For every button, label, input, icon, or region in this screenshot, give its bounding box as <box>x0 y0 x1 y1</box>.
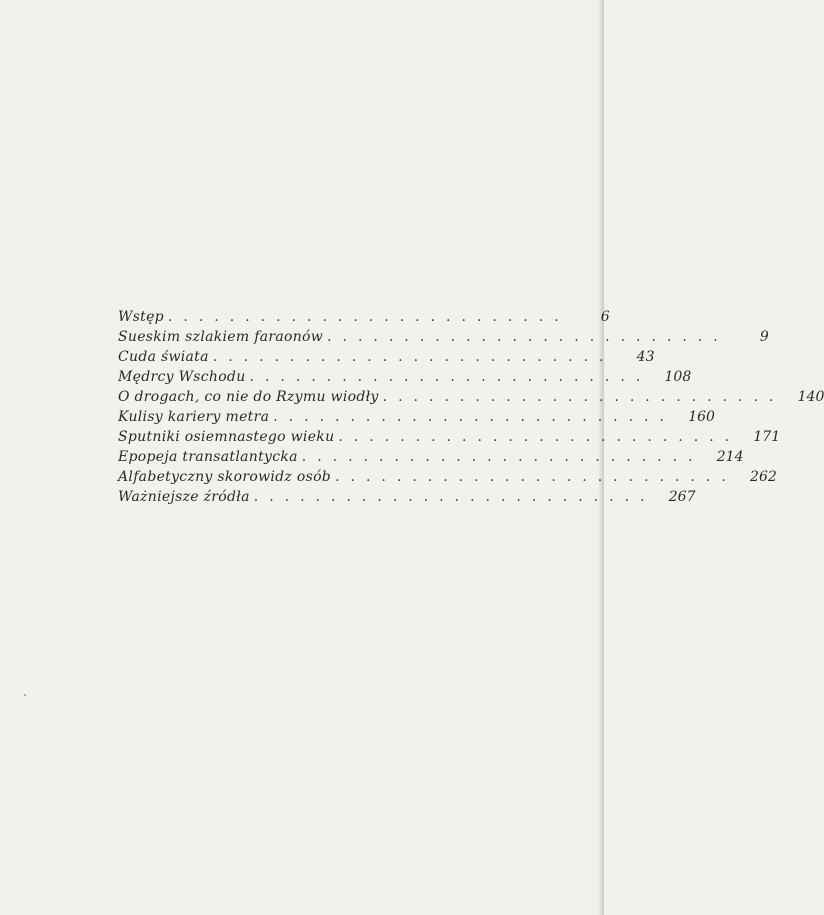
toc-entry-page: 9 <box>759 329 769 345</box>
dot-leader: .......................... <box>249 369 652 385</box>
paper-speck <box>24 694 26 696</box>
toc-entry <box>118 409 715 429</box>
toc-entry <box>118 449 744 469</box>
toc-entry-title: Sputniki osiemnastego wieku <box>118 429 335 445</box>
toc-entry-page: 140 <box>797 389 824 405</box>
toc-entry-page: 171 <box>753 429 781 445</box>
toc-entry <box>118 309 610 329</box>
toc-entry-page: 160 <box>688 409 715 425</box>
toc-entry <box>118 489 696 509</box>
dot-leader: .......................... <box>301 449 704 465</box>
toc-entry-page: 6 <box>600 309 610 325</box>
toc-entry <box>118 369 692 389</box>
dot-leader: .......................... <box>335 469 737 485</box>
toc-entry <box>118 349 655 369</box>
toc-entry-title: Kulisy kariery metra <box>118 409 270 425</box>
toc-entry-page: 262 <box>750 469 777 485</box>
toc-entry-title: Sueskim szlakiem faraonów <box>118 329 324 345</box>
toc-entry-page: 43 <box>636 349 655 365</box>
toc-entry <box>118 389 824 409</box>
toc-entry-title: Wstęp <box>118 309 164 325</box>
toc-entry-title: Alfabetyczny skorowidz osób <box>118 469 332 485</box>
table-of-contents <box>118 309 824 509</box>
dot-leader: .......................... <box>273 409 675 425</box>
toc-entry-title: Ważniejsze źródła <box>118 489 250 505</box>
dot-leader: .......................... <box>382 389 785 405</box>
dot-leader: .......................... <box>327 329 729 345</box>
toc-entry <box>118 329 769 349</box>
toc-entry-page: 214 <box>716 449 744 465</box>
toc-entry-title: O drogach, co nie do Rzymu wiodły <box>118 389 379 405</box>
dot-leader: .......................... <box>253 489 656 505</box>
toc-entry-page: 267 <box>668 489 696 505</box>
toc-entry-title: Epopeja transatlantycka <box>118 449 298 465</box>
toc-entry-title: Mędrcy Wschodu <box>118 369 246 385</box>
dot-leader: .......................... <box>212 349 615 365</box>
toc-entry <box>118 429 781 449</box>
toc-entry <box>118 469 777 489</box>
dot-leader: .......................... <box>338 429 741 445</box>
toc-entry-title: Cuda świata <box>118 349 209 365</box>
toc-entry-page: 108 <box>664 369 692 385</box>
dot-leader: .......................... <box>167 309 570 325</box>
